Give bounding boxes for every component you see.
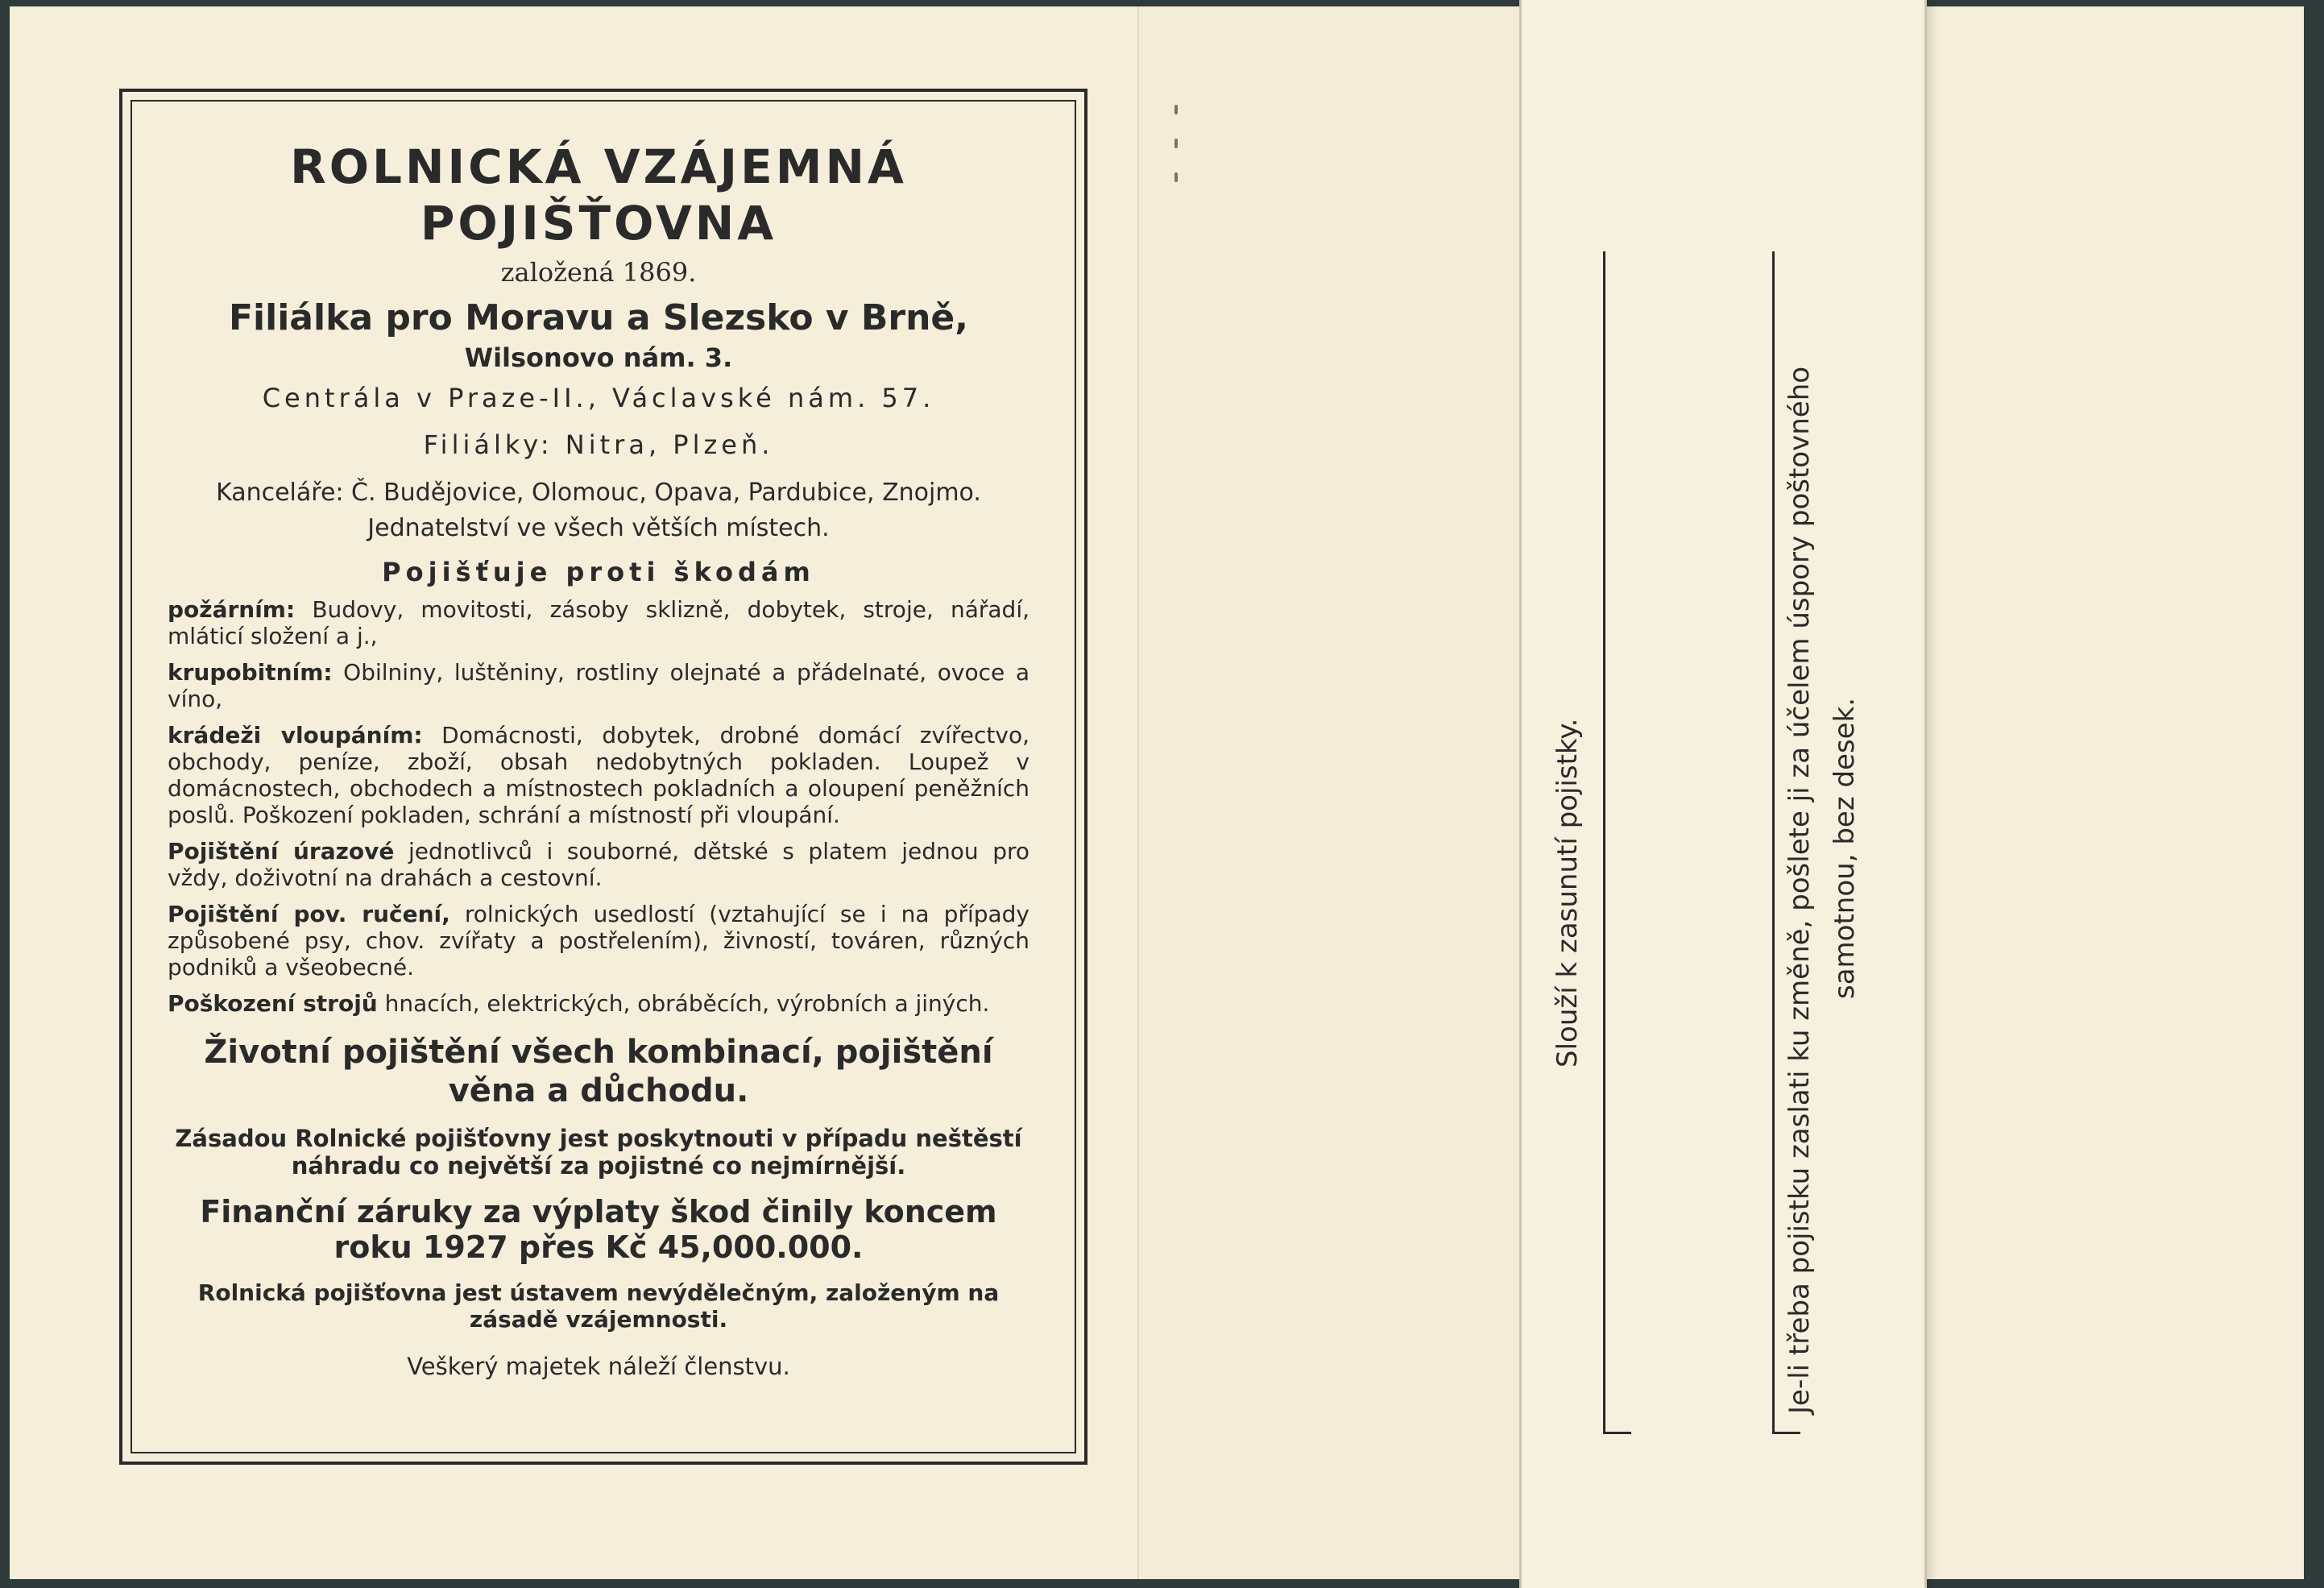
- slot-border-left: [1603, 251, 1605, 1434]
- insurance-item: [168, 659, 1029, 712]
- insurance-item: [168, 901, 1029, 981]
- advertisement: [168, 134, 1029, 1381]
- item-text: rolnických usedlostí (vztahující se i na případy způsobené psy, chov. zvířaty a postřelením), živností, továren, různých podniků a všeobecné.: [168, 901, 1030, 981]
- middle-fold-panel: [1137, 6, 1526, 1579]
- note-border-bottom: [1772, 1432, 1800, 1434]
- item-label: krupobitním:: [168, 659, 333, 686]
- item-label: krádeži vloupáním:: [168, 722, 423, 748]
- insures-against-heading: Pojišťuje proti škodám: [382, 557, 815, 587]
- item-label: Poškození strojů: [168, 990, 378, 1017]
- item-text: Obilniny, luštěniny, rostliny olejnaté a přádelnaté, ovoce a víno,: [168, 659, 1029, 712]
- central-office: Centrála v Praze-II., Václavské nám. 57.: [262, 383, 935, 413]
- mailing-note-line1: Je-li třeba pojistku zaslati ku změně, pošlete ji za účelem úspory poštovného: [1783, 366, 1816, 1414]
- item-text: jednotlivců i souborné, dětské s platem jednou pro vždy, doživotní na drahách a cestovní.: [168, 838, 1029, 891]
- item-label: Pojištění pov. ručení,: [168, 901, 450, 927]
- agencies-line: Jednatelství ve všech větších místech.: [367, 514, 830, 542]
- branches-line: Filiálky: Nitra, Plzeň.: [423, 429, 774, 460]
- staple-marks: [1174, 105, 1181, 206]
- mailing-note-line2: samotnou, bez desek.: [1829, 697, 1861, 999]
- insurance-item: [168, 596, 1029, 649]
- slot-border-bottom: [1603, 1432, 1631, 1434]
- item-text: Domácnosti, dobytek, drobné domácí zvířectvo, obchody, peníze, zboží, obsah nedobytných pokladen. Loupež v domácnostech, obchodech a místnostech pokladních a oloupení peněžních poslů. Poškození pokladen, schrání a místností při vloupání.: [168, 722, 1029, 828]
- life-insurance-line: Životní pojištění všech kombinací, pojištění věna a důchodu.: [204, 1034, 993, 1109]
- item-text: hnacích, elektrických, obráběcích, výrobních a jiných.: [384, 990, 990, 1017]
- offices-line: Kanceláře: Č. Budějovice, Olomouc, Opava, Pardubice, Znojmo.: [216, 479, 981, 507]
- item-text: Budovy, movitosti, zásoby sklizně, dobytek, stroje, nářadí, mláticí složení a j.,: [168, 596, 1029, 649]
- item-label: Pojištění úrazové: [168, 838, 395, 864]
- fold-crease: [1137, 6, 1139, 1579]
- principle-line: Zásadou Rolnické pojišťovny jest poskytnouti v případu neštěstí náhradu co největší za pojistné co nejmírnější.: [175, 1125, 1022, 1180]
- nonprofit-line: Rolnická pojišťovna jest ústavem nevýdělečným, založeným na zásadě vzájemnosti.: [197, 1279, 1000, 1333]
- advertisement-frame: [119, 89, 1087, 1465]
- note-border-left: [1772, 251, 1775, 1434]
- insurance-item: [168, 990, 1029, 1017]
- slot-instruction: Slouží k zasunutí pojistky.: [1551, 718, 1584, 1068]
- branch-address: Wilsonovo nám. 3.: [464, 342, 733, 373]
- right-panel: [1927, 6, 2304, 1579]
- founded-line: založená 1869.: [500, 257, 697, 288]
- branch-line: Filiálka pro Moravu a Slezsko v Brně,: [229, 297, 968, 338]
- company-title: ROLNICKÁ VZÁJEMNÁ POJIŠŤOVNA: [290, 139, 907, 251]
- financial-guarantee-line: Finanční záruky za výplaty škod činily koncem roku 1927 přes Kč 45,000.000.: [200, 1194, 997, 1265]
- property-line: Veškerý majetek náleží členstvu.: [407, 1353, 790, 1380]
- insurance-item: [168, 722, 1029, 828]
- item-label: požárním:: [168, 596, 296, 623]
- insurance-item: [168, 838, 1029, 891]
